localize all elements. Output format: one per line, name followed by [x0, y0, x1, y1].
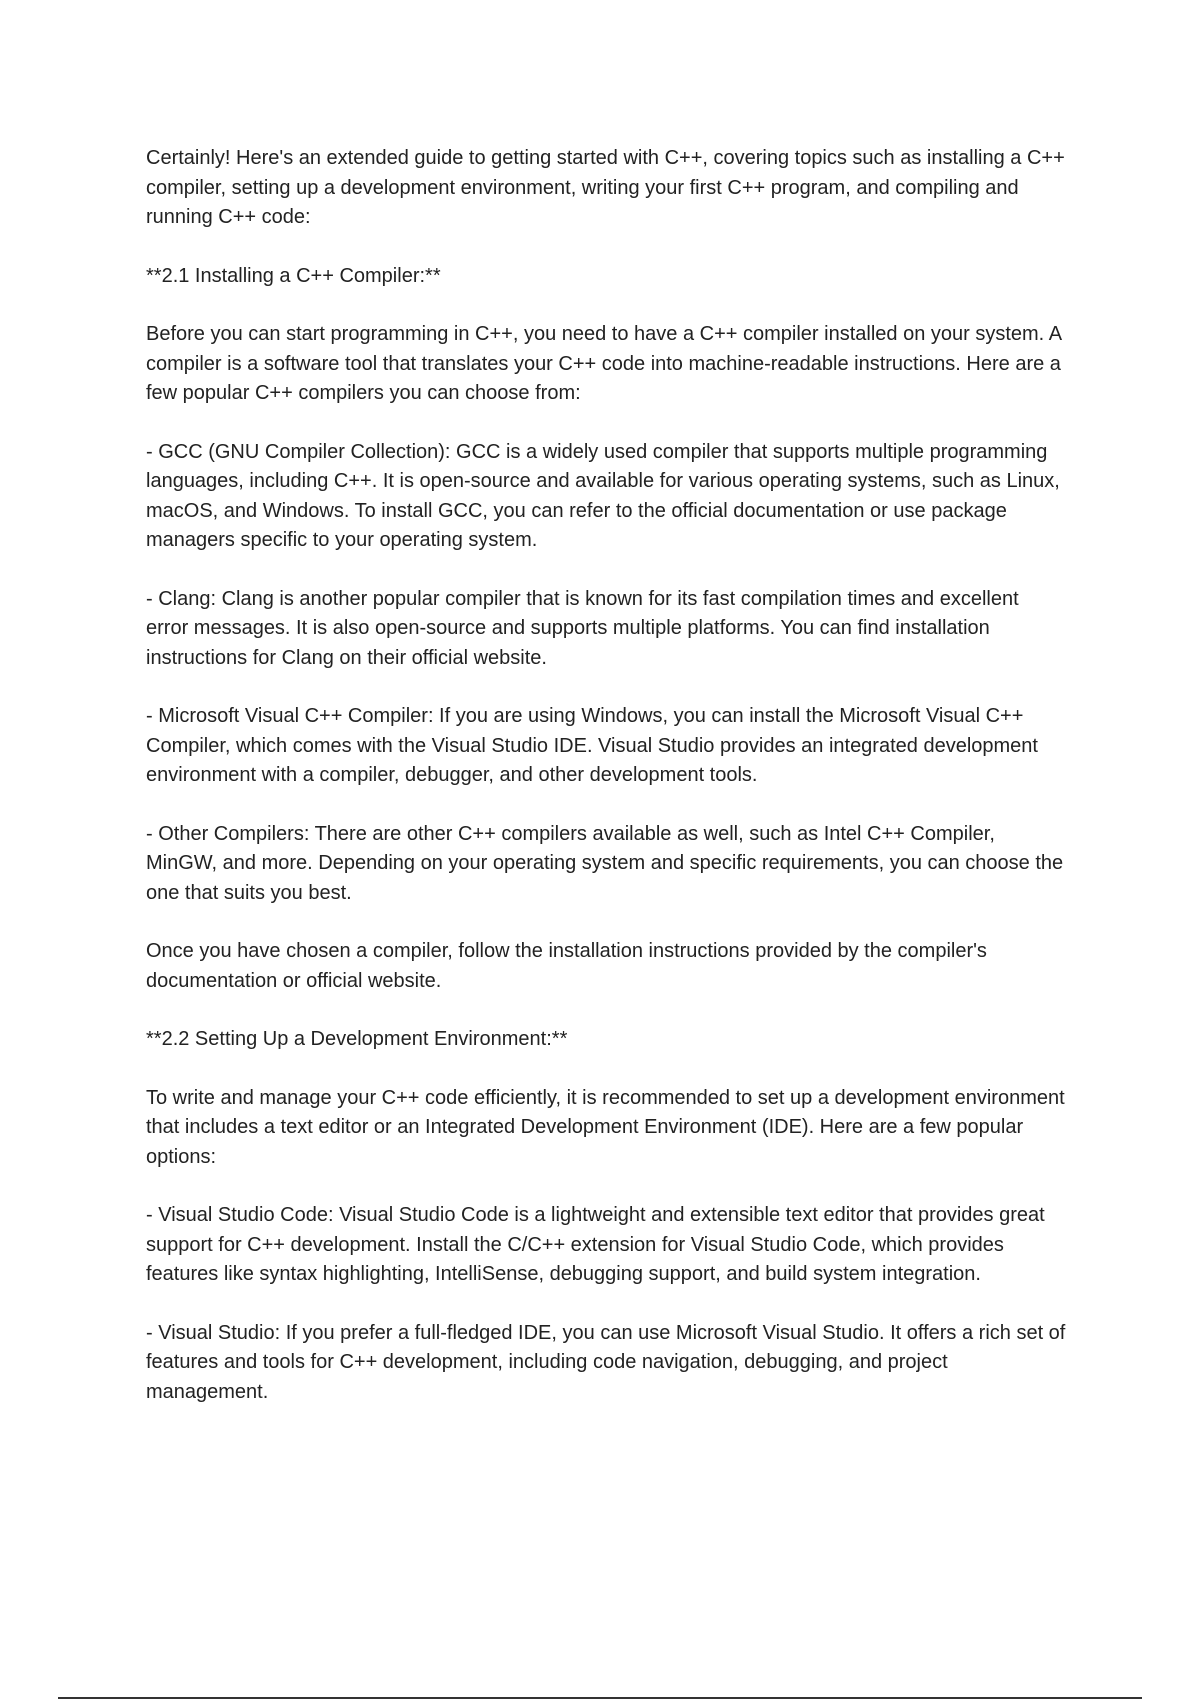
list-item-other-compilers: - Other Compilers: There are other C++ compilers available as well, such as Intel C++ Compiler, MinGW, and more. Depending on your operating system and specific requirements, you can choose the one that suits you best.: [146, 822, 1064, 904]
section-heading-dev-environment: **2.2 Setting Up a Development Environment:**: [146, 1028, 568, 1050]
list-item-visual-studio: - Visual Studio: If you prefer a full-fledged IDE, you can use Microsoft Visual Studio. It offers a rich set of features and tools for C++ development, including code navigation, debugging, and project management.: [146, 1321, 1066, 1403]
document-body: [146, 144, 1066, 1436]
list-item-clang: - Clang: Clang is another popular compiler that is known for its fast compilation times and excellent error messages. It is also open-source and supports multiple platforms. You can find installation instructions for Clang on their official website.: [146, 587, 1019, 669]
list-item-vscode: - Visual Studio Code: Visual Studio Code is a lightweight and extensible text editor that provides great support for C++ development. Install the C/C++ extension for Visual Studio Code, which provides features like syntax highlighting, IntelliSense, debugging support, and build system integration.: [146, 1204, 1045, 1285]
footer-divider: [58, 1697, 1142, 1699]
list-item-gcc: - GCC (GNU Compiler Collection): GCC is a widely used compiler that supports multiple programming languages, including C++. It is open-source and available for various operating systems, such as Linux, macOS, and Windows. To install GCC, you can refer to the official documentation or use package managers specific to your operating system.: [146, 440, 1060, 551]
compiler-intro-paragraph: Before you can start programming in C++, you need to have a C++ compiler installed on your system. A compiler is a software tool that translates your C++ code into machine-readable instructions. Here are a few popular C++ compilers you can choose from:: [146, 323, 1061, 404]
intro-paragraph: Certainly! Here's an extended guide to getting started with C++, covering topics such as installing a C++ compiler, setting up a development environment, writing your first C++ program, and compiling and running C++ code:: [146, 147, 1065, 228]
section-heading-installing-compiler: **2.1 Installing a C++ Compiler:**: [146, 264, 441, 287]
compiler-outro-paragraph: Once you have chosen a compiler, follow the installation instructions provided by the compiler's documentation or official website.: [146, 940, 987, 992]
list-item-msvc: - Microsoft Visual C++ Compiler: If you are using Windows, you can install the Microsoft Visual C++ Compiler, which comes with the Visual Studio IDE. Visual Studio provides an integrated development environment with a compiler, debugger, and other development tools.: [146, 705, 1038, 786]
dev-environment-intro-paragraph: To write and manage your C++ code efficiently, it is recommended to set up a development environment that includes a text editor or an Integrated Development Environment (IDE). Here are a few popular options:: [146, 1086, 1065, 1168]
